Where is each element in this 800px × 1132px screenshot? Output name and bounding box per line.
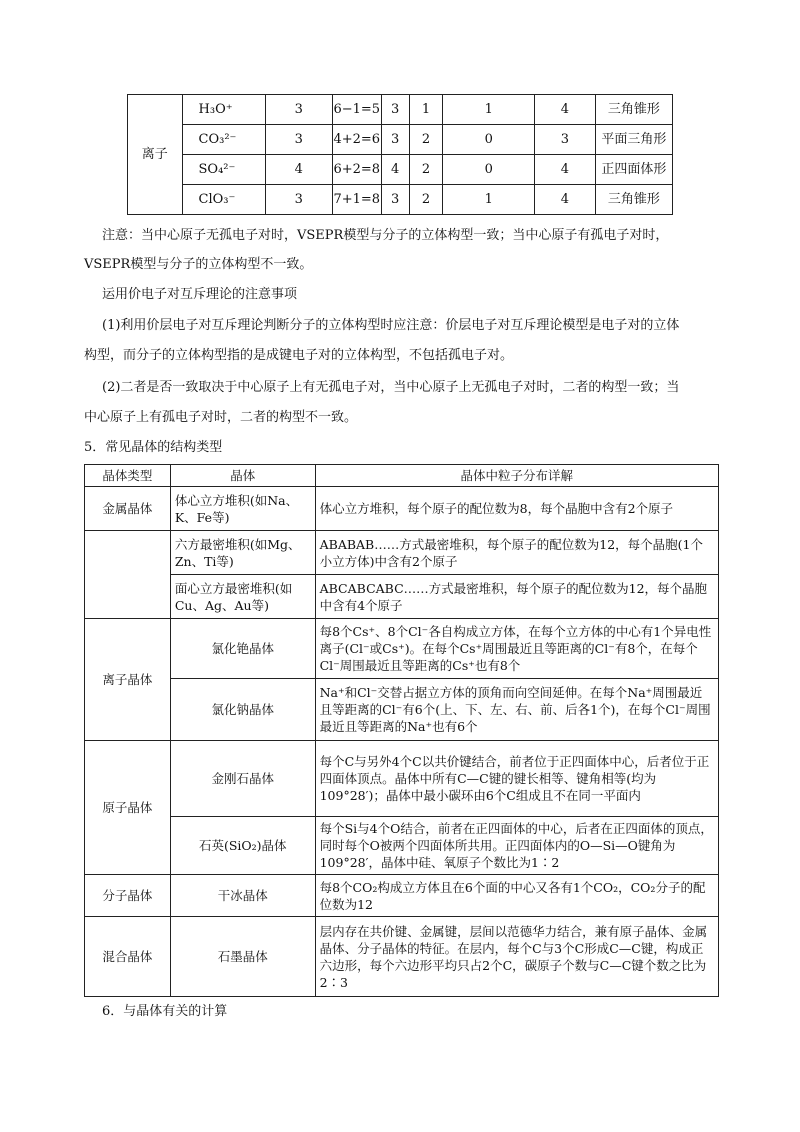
table-row <box>128 95 673 125</box>
table-row <box>85 575 719 619</box>
paragraph-2: (2)二者是否一致取决于中心原子上有无孤电子对，当中心原子上无孤电子对时，二者的构型一致；当 <box>102 380 680 395</box>
table-cell: 4 <box>535 185 596 215</box>
detail-cell: ABCABCABC……方式最密堆积，每个原子的配位数为12，每个晶胞中含有4个原子 <box>315 575 718 619</box>
table-row <box>85 875 719 917</box>
table-cell: 1 <box>409 95 443 125</box>
table-row <box>85 741 719 817</box>
section-6-title: 6．与晶体有关的计算 <box>102 1004 228 1019</box>
table-cell: 0 <box>443 125 535 155</box>
shape-cell: 平面三角形 <box>595 125 672 155</box>
note-paragraph-cont <box>84 255 734 275</box>
table-row <box>85 487 719 531</box>
section-5-title: 5．常见晶体的结构类型 <box>84 440 223 455</box>
crystal-cell: 氯化钠晶体 <box>170 679 315 741</box>
detail-cell: 每个C与另外4个C以共价键结合，前者位于正四面体中心，后者位于正四面体顶点。晶体中所有C—C键的键长相等、键角相等(均为109°28′)；晶体中最小碳环由6个C组成且不在同一平面内 <box>315 741 718 817</box>
note-line: 注意：当中心原子无孤电子对时，VSEPR模型与分子的立体构型一致；当中心原子有孤电子对时， <box>102 228 669 243</box>
table-cell: 4 <box>265 155 332 185</box>
table-cell: 3 <box>381 95 409 125</box>
crystal-type-cell: 离子晶体 <box>85 619 171 741</box>
species-cell: ClO₃⁻ <box>182 185 265 215</box>
table-cell: 3 <box>265 95 332 125</box>
shape-cell: 三角锥形 <box>595 185 672 215</box>
table-cell: 2 <box>409 125 443 155</box>
species-cell: CO₃²⁻ <box>182 125 265 155</box>
table-cell: 4 <box>381 155 409 185</box>
crystal-cell: 干冰晶体 <box>170 875 315 917</box>
crystal-type-cell: 原子晶体 <box>85 741 171 875</box>
table-row <box>85 619 719 679</box>
header-cell: 晶体中粒子分布详解 <box>315 465 718 487</box>
paragraph-1: (1)利用价层电子对互斥理论判断分子的立体构型时应注意：价层电子对互斥理论模型是电子对的立体 <box>102 318 680 333</box>
table-row <box>85 531 719 575</box>
paragraph-2-cont: 中心原子上有孤电子对时，二者的构型不一致。 <box>84 410 358 425</box>
species-cell: H₃O⁺ <box>182 95 265 125</box>
vsepr-ion-table <box>127 94 673 215</box>
table-cell: 1 <box>443 95 535 125</box>
crystal-cell: 体心立方堆积(如Na、K、Fe等) <box>170 487 315 531</box>
crystal-cell: 金刚石晶体 <box>170 741 315 817</box>
table-row <box>128 125 673 155</box>
detail-cell: 体心立方堆积，每个原子的配位数为8，每个晶胞中含有2个原子 <box>315 487 718 531</box>
note-paragraph <box>84 226 734 246</box>
table-cell: 3 <box>535 125 596 155</box>
table-header-row <box>85 465 719 487</box>
section-heading: 运用价电子对互斥理论的注意事项 <box>102 287 298 302</box>
table-cell: 3 <box>265 185 332 215</box>
crystal-type-cell: 分子晶体 <box>85 875 171 917</box>
header-cell: 晶体 <box>170 465 315 487</box>
header-cell: 晶体类型 <box>85 465 171 487</box>
paragraph-1-cont: 构型，而分子的立体构型指的是成键电子对的立体构型，不包括孤电子对。 <box>84 348 514 363</box>
table-cell: 7+1=8 <box>332 185 381 215</box>
table-cell: 3 <box>381 125 409 155</box>
table-cell: 3 <box>265 125 332 155</box>
table-cell: 2 <box>409 155 443 185</box>
crystal-type-cell: 金属晶体 <box>85 487 171 531</box>
table-cell: 6−1=5 <box>332 95 381 125</box>
group-label-cell: 离子 <box>128 95 183 215</box>
table-row <box>85 917 719 997</box>
table-cell: 2 <box>409 185 443 215</box>
detail-cell: 层内存在共价键、金属键，层间以范德华力结合，兼有原子晶体、金属晶体、分子晶体的特征。在层内，每个C与3个C形成C—C键，构成正六边形，每个六边形平均只占2个C，碳原子个数与C—C键个数之比为2∶3 <box>315 917 718 997</box>
detail-cell: Na⁺和Cl⁻交替占据立方体的顶角而向空间延伸。在每个Na⁺周围最近且等距离的Cl⁻有6个(上、下、左、右、前、后各1个)，在每个Cl⁻周围最近且等距离的Na⁺也有6个 <box>315 679 718 741</box>
crystal-cell: 面心立方最密堆积(如Cu、Ag、Au等) <box>170 575 315 619</box>
empty-type-cell <box>85 531 171 619</box>
table-cell: 4 <box>535 95 596 125</box>
table-row <box>128 155 673 185</box>
table-cell: 1 <box>443 185 535 215</box>
table-row <box>85 679 719 741</box>
detail-cell: 每个Si与4个O结合，前者在正四面体的中心，后者在正四面体的顶点，同时每个O被两个四面体所共用。正四面体内的O—Si—O键角为109°28′，晶体中硅、氧原子个数比为1∶2 <box>315 817 718 875</box>
note-line: VSEPR模型与分子的立体构型不一致。 <box>84 257 313 272</box>
table-cell: 4+2=6 <box>332 125 381 155</box>
table-row <box>85 817 719 875</box>
species-cell: SO₄²⁻ <box>182 155 265 185</box>
detail-cell: ABABAB……方式最密堆积，每个原子的配位数为12，每个晶胞(1个小立方体)中含有2个原子 <box>315 531 718 575</box>
crystal-cell: 石英(SiO₂)晶体 <box>170 817 315 875</box>
crystal-cell: 石墨晶体 <box>170 917 315 997</box>
table-cell: 3 <box>381 185 409 215</box>
crystal-cell: 六方最密堆积(如Mg、Zn、Ti等) <box>170 531 315 575</box>
detail-cell: 每8个CO₂构成立方体且在6个面的中心又各有1个CO₂，CO₂分子的配位数为12 <box>315 875 718 917</box>
crystal-structure-table <box>84 464 719 997</box>
detail-cell: 每8个Cs⁺、8个Cl⁻各自构成立方体，在每个立方体的中心有1个异电性离子(Cl⁻或Cs⁺)。在每个Cs⁺周围最近且等距离的Cl⁻有8个，在每个Cl⁻周围最近且等距离的Cs⁺也有8个 <box>315 619 718 679</box>
crystal-cell: 氯化铯晶体 <box>170 619 315 679</box>
shape-cell: 三角锥形 <box>595 95 672 125</box>
shape-cell: 正四面体形 <box>595 155 672 185</box>
crystal-type-cell: 混合晶体 <box>85 917 171 997</box>
table-cell: 0 <box>443 155 535 185</box>
table-cell: 6+2=8 <box>332 155 381 185</box>
table-row <box>128 185 673 215</box>
table-cell: 4 <box>535 155 596 185</box>
